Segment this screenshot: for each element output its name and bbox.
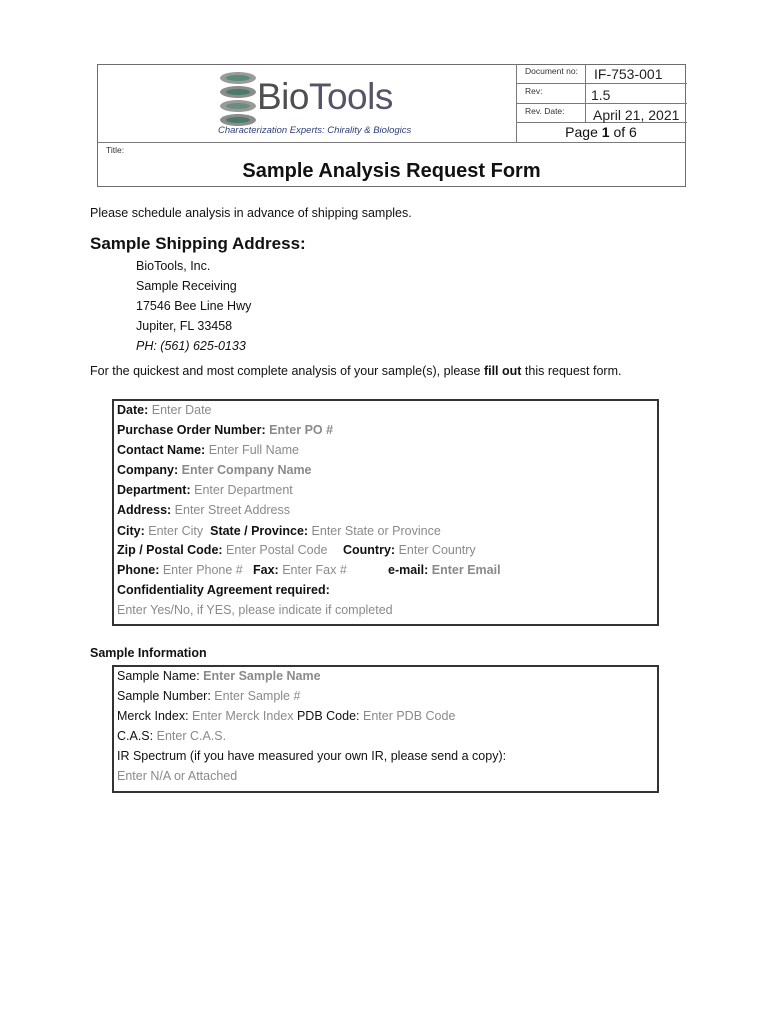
shipping-heading: Sample Shipping Address: xyxy=(90,234,306,253)
fax-field[interactable]: Enter Fax # xyxy=(282,563,347,577)
sample-name-row: Sample Name: Enter Sample Name xyxy=(117,669,321,683)
instructions-text: For the quickest and most complete analysis of your sample(s), please fill out this request form. xyxy=(90,364,622,378)
meta-divider xyxy=(585,64,586,122)
confidentiality-row xyxy=(117,603,393,617)
address-line: Jupiter, FL 33458 xyxy=(136,319,233,333)
po-field[interactable]: Enter PO # xyxy=(269,423,334,437)
date-field[interactable]: Enter Date xyxy=(151,403,212,417)
form-title: Sample Analysis Request Form xyxy=(242,160,541,182)
country-row: Country: Enter Country xyxy=(343,543,476,557)
address-line: 17546 Bee Line Hwy xyxy=(136,299,252,313)
po-row: Purchase Order Number: Enter PO # xyxy=(117,423,334,437)
sample-info-heading: Sample Information xyxy=(90,646,207,660)
sample-number-field[interactable]: Enter Sample # xyxy=(214,689,301,703)
confidentiality-label: Confidentiality Agreement required: xyxy=(117,583,330,597)
ir-field[interactable]: Enter N/A or Attached xyxy=(117,769,238,783)
date-row: Date: Enter Date xyxy=(117,403,212,417)
contact-name-field[interactable]: Enter Full Name xyxy=(208,443,300,457)
ir-row xyxy=(117,769,237,783)
doc-no-value: IF-753-001 xyxy=(594,66,663,82)
logo-tagline: Characterization Experts: Chirality & Biologics xyxy=(218,125,412,136)
doc-no-row xyxy=(517,64,687,84)
email-row: e-mail: Enter Email xyxy=(388,563,501,577)
merck-index-field[interactable]: Enter Merck Index xyxy=(192,709,294,723)
rev-row xyxy=(517,84,687,104)
confidentiality-field[interactable]: Enter Yes/No, if YES, please indicate if completed xyxy=(117,603,393,617)
company-row: Company: Enter Company Name xyxy=(117,463,312,477)
page-number: Page 1 of 6 xyxy=(565,124,637,140)
department-field[interactable]: Enter Department xyxy=(194,483,293,497)
shipping-phone: PH: (561) 625-0133 xyxy=(136,339,246,353)
phone-field[interactable]: Enter Phone # xyxy=(162,563,243,577)
rev-label: Rev: xyxy=(525,86,543,96)
cas-row: C.A.S: Enter C.A.S. xyxy=(117,729,227,743)
company-field[interactable]: Enter Company Name xyxy=(181,463,312,477)
rev-date-value: April 21, 2021 xyxy=(593,107,680,123)
rev-date-label: Rev. Date: xyxy=(525,106,565,116)
department-row: Department: Enter Department xyxy=(117,483,293,497)
intro-text: Please schedule analysis in advance of shipping samples. xyxy=(90,206,412,220)
address-line: BioTools, Inc. xyxy=(136,259,211,273)
rev-value: 1.5 xyxy=(591,87,611,103)
contact-name-row: Contact Name: Enter Full Name xyxy=(117,443,300,457)
zip-row: Zip / Postal Code: Enter Postal Code xyxy=(117,543,328,557)
rev-date-row xyxy=(517,104,687,123)
ir-label: IR Spectrum (if you have measured your own IR, please send a copy): xyxy=(117,749,507,763)
country-field[interactable]: Enter Country xyxy=(398,543,476,557)
state-field[interactable]: Enter State or Province xyxy=(311,524,441,538)
logo-wordmark: BioTools xyxy=(257,76,393,117)
city-field[interactable]: Enter City xyxy=(148,524,204,538)
sample-number-row: Sample Number: Enter Sample # xyxy=(117,689,301,703)
address-field[interactable]: Enter Street Address xyxy=(174,503,291,517)
fax-row: Fax: Enter Fax # xyxy=(253,563,347,577)
doc-no-label: Document no: xyxy=(525,66,578,76)
zip-field[interactable]: Enter Postal Code xyxy=(226,543,328,557)
merck-pdb-row: Merck Index: Enter Merck Index PDB Code: Enter PDB Code xyxy=(117,709,456,723)
sample-name-field[interactable]: Enter Sample Name xyxy=(203,669,321,683)
title-label: Title: xyxy=(106,145,125,155)
pdb-code-field[interactable]: Enter PDB Code xyxy=(362,709,456,723)
title-divider xyxy=(97,142,686,143)
city-state-row: City: Enter City State / Province: Enter State or Province xyxy=(117,524,441,538)
phone-row: Phone: Enter Phone # xyxy=(117,563,243,577)
dna-helix-icon xyxy=(213,70,263,132)
address-row: Address: Enter Street Address xyxy=(117,503,291,517)
cas-field[interactable]: Enter C.A.S. xyxy=(156,729,227,743)
address-line: Sample Receiving xyxy=(136,279,237,293)
email-field[interactable]: Enter Email xyxy=(431,563,501,577)
